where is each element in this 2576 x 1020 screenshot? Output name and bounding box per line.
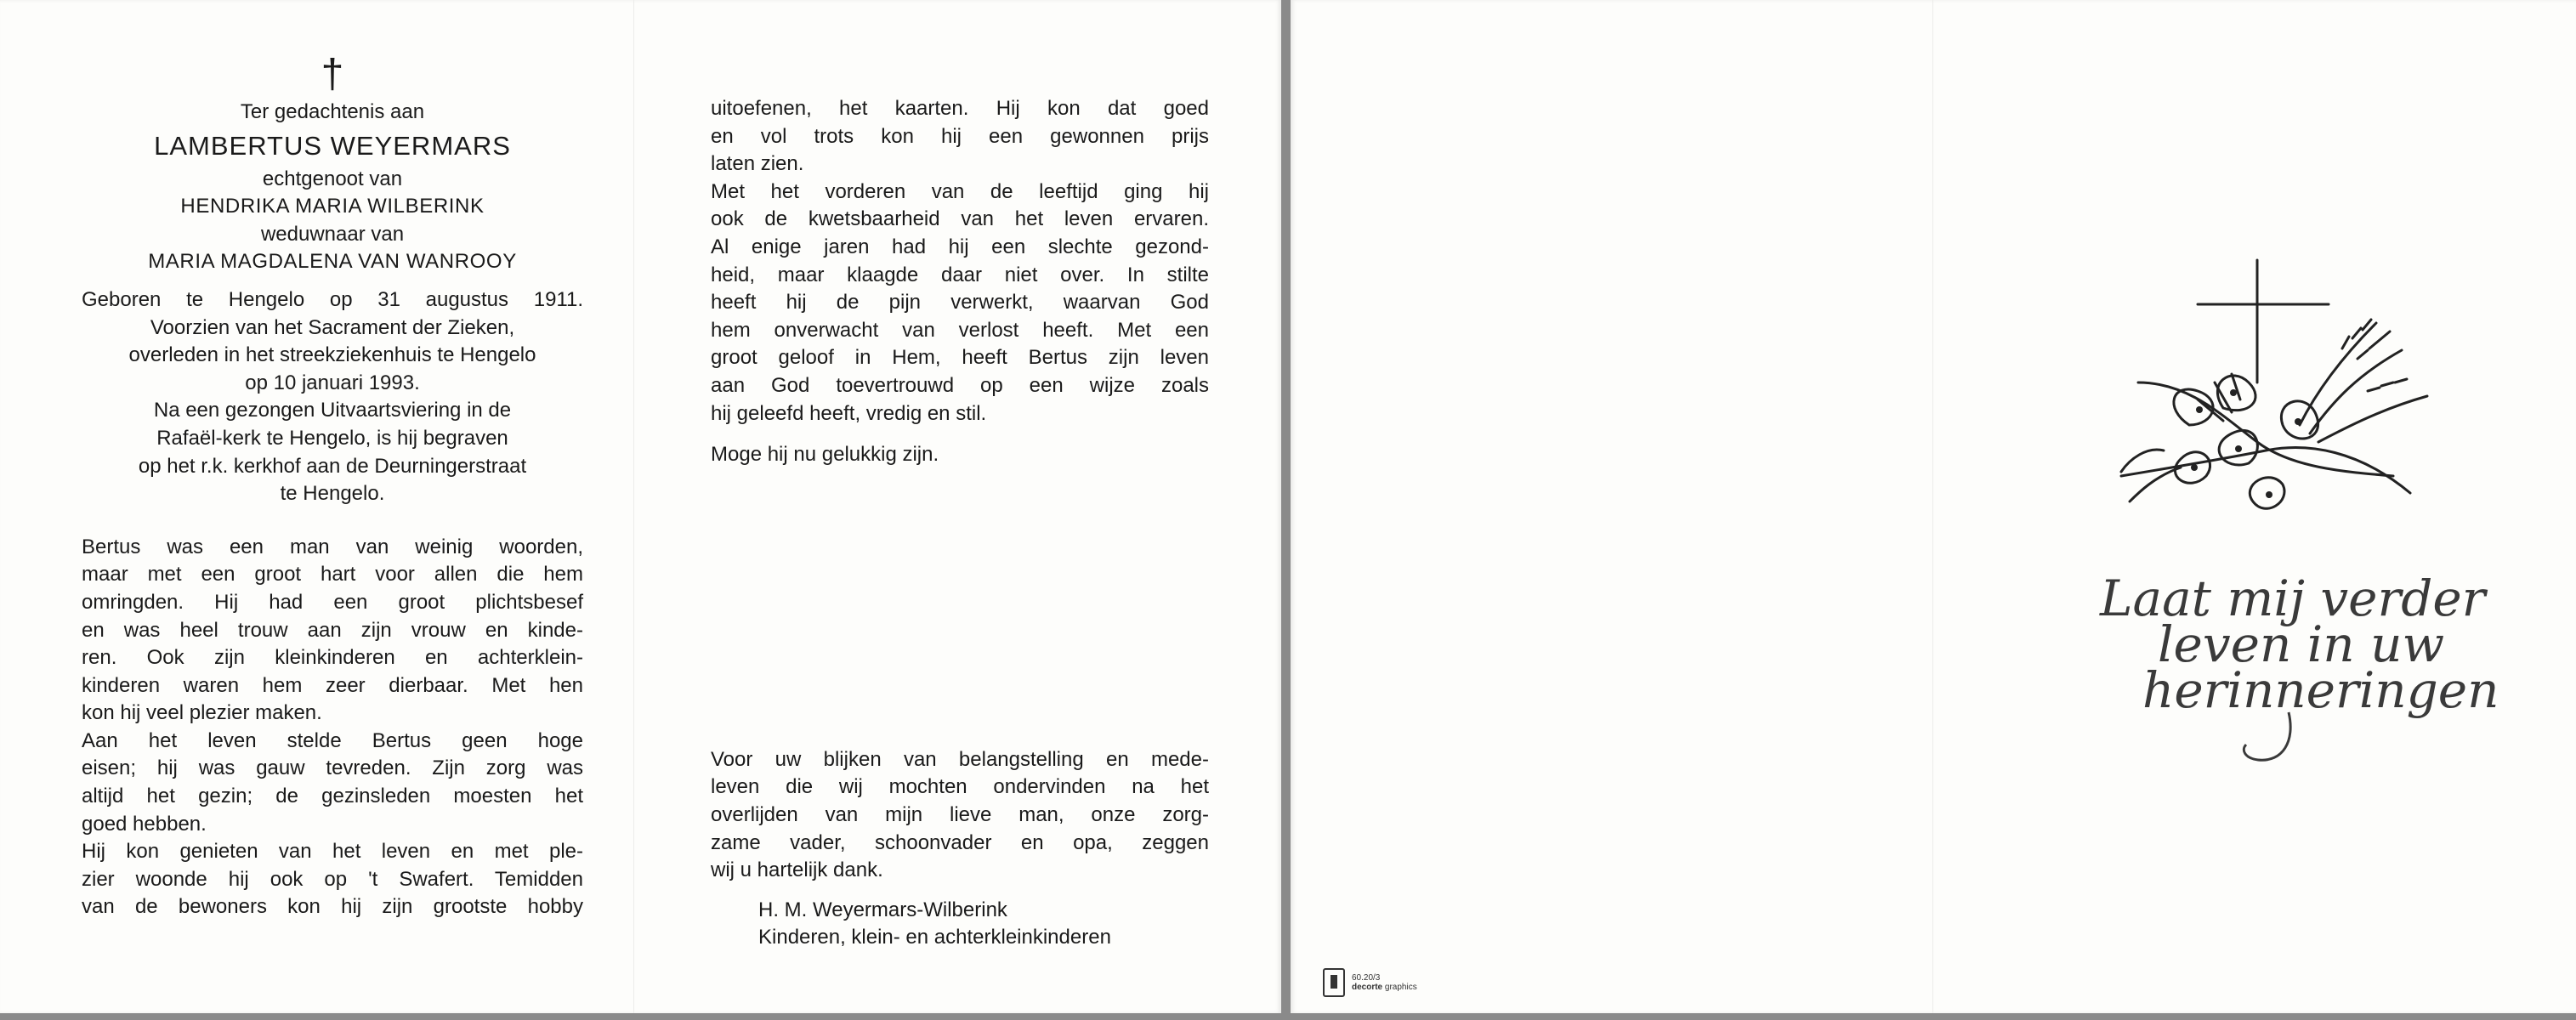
bio-continued-line: heeft hij de pijn verwerkt, waarvan God <box>711 291 1209 314</box>
printer-brand: decorte <box>1352 983 1383 992</box>
bio-continued-line: hem onverwacht van verlost heeft. Met een <box>711 318 1209 342</box>
memorial-column-2 <box>711 95 1209 952</box>
bio-line: omringden. Hij had een groot plichtsbesef <box>82 590 583 614</box>
bio-line: kon hij veel plezier maken. <box>82 701 322 725</box>
widower-name: MARIA MAGDALENA VAN WANROOY <box>148 250 517 274</box>
printer-code: 60.20/3 <box>1352 973 1381 983</box>
bio-continued-line: groot geloof in Hem, heeft Bertus zijn leven <box>711 346 1209 370</box>
details-line: Rafaël-kerk te Hengelo, is hij begraven <box>156 426 508 450</box>
thanks-line: zame vader, schoonvader en opa, zeggen <box>711 830 1209 854</box>
bio-line: zier woonde hij ook op 't Swafert. Temidden <box>82 867 583 891</box>
memorial-header: Ter gedachtenis aan <box>240 100 425 123</box>
bio-continued-line: en vol trots kon hij een gewonnen prijs <box>711 124 1209 148</box>
widower-label: weduwnaar van <box>260 222 405 246</box>
bio-continued-line: laten zien. <box>711 152 804 176</box>
center-fold <box>1932 0 1933 1013</box>
details-line: Voorzien van het Sacrament der Zieken, <box>150 315 515 339</box>
details-line: Na een gezongen Uitvaartsviering in de <box>153 399 512 422</box>
bio-line: altijd het gezin; de gezinsleden moesten het <box>82 785 583 808</box>
bio-continued-line: heid, maar klaagde daar niet over. In stilte <box>711 263 1209 286</box>
bio-continued-line: uitoefenen, het kaarten. Hij kon dat goed <box>711 97 1209 120</box>
bio-line: Aan het leven stelde Bertus geen hoge <box>82 728 583 752</box>
cross-flower-emblem <box>2087 255 2444 527</box>
printer-suffix: graphics <box>1384 983 1417 992</box>
bio-line: Bertus was een man van weinig woorden, <box>82 535 583 558</box>
printer-logo-icon <box>1323 968 1345 997</box>
deceased-name: LAMBERTUS WEYERMARS <box>154 130 511 161</box>
verse-line: Laat mij verder <box>2100 570 2486 627</box>
thanks-line: wij u hartelijk dank. <box>711 858 883 882</box>
bio-continued-line: aan God toevertrouwd op een wijze zoals <box>711 373 1209 397</box>
details-line: te Hengelo. <box>280 482 385 506</box>
verse-line: herinneringen <box>2142 661 2499 719</box>
closing-wish: Moge hij nu gelukkig zijn. <box>711 443 939 467</box>
family-line: Kinderen, klein- en achterkleinkinderen <box>758 926 1111 949</box>
memorial-column-1 <box>82 51 583 921</box>
cross-icon: † <box>321 52 344 97</box>
bio-line: maar met een groot hart voor allen die hem <box>82 563 583 586</box>
bio-line: eisen; hij was gauw tevreden. Zijn zorg was <box>82 756 583 780</box>
bio-line: ren. Ook zijn kleinkinderen en achterklein- <box>82 646 583 670</box>
details-line: op 10 januari 1993. <box>245 371 420 394</box>
bio-line: Hij kon genieten van het leven en met ple- <box>82 840 583 864</box>
details-line: Geboren te Hengelo op 31 augustus 1911. <box>82 287 583 311</box>
details-line: op het r.k. kerkhof aan de Deurningerstraat <box>138 454 527 478</box>
details-line: overleden in het streekziekenhuis te Hengelo <box>128 343 536 367</box>
signature: H. M. Weyermars-Wilberink <box>758 898 1007 921</box>
bio-continued-line: ook de kwetsbaarheid van het leven ervaren. <box>711 207 1209 231</box>
bio-line: goed hebben. <box>82 812 207 836</box>
verse-line: leven in uw <box>2158 615 2445 673</box>
thanks-line: overlijden van mijn lieve man, onze zorg- <box>711 802 1209 826</box>
spouse-name: HENDRIKA MARIA WILBERINK <box>180 195 485 218</box>
bio-line: en was heel trouw aan zijn vrouw en kinde- <box>82 618 583 642</box>
verse-calligraphy <box>2091 563 2499 767</box>
center-fold <box>633 0 634 1013</box>
card-left-page <box>0 0 1281 1013</box>
flourish-icon <box>2244 712 2290 760</box>
bio-continued-line: hij geleefd heeft, vredig en stil. <box>711 401 987 425</box>
thanks-line: leven die wij mochten ondervinden na het <box>711 775 1209 799</box>
bio-continued-line: Al enige jaren had hij een slechte gezond- <box>711 235 1209 258</box>
spouse-label: echtgenoot van <box>262 167 403 190</box>
bio-line: kinderen waren hem zeer dierbaar. Met hen <box>82 673 583 697</box>
printer-mark <box>1323 964 1417 1001</box>
bio-line: van de bewoners kon hij zijn grootste hobby <box>82 895 583 919</box>
bio-continued-line: Met het vorderen van de leeftijd ging hij <box>711 179 1209 203</box>
thanks-line: Voor uw blijken van belangstelling en mede- <box>711 747 1209 771</box>
